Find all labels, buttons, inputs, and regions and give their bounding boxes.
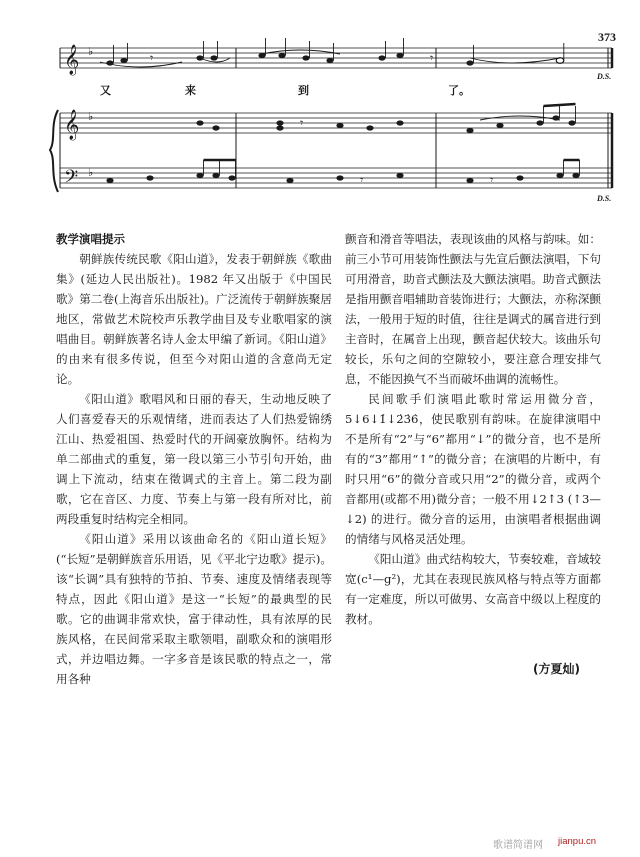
- svg-text:𝄾: 𝄾: [490, 173, 494, 187]
- ds-marking: D.S.: [597, 72, 612, 81]
- vocal-staff: [60, 48, 612, 68]
- treble-clef-icon: 𝄞: [64, 45, 80, 75]
- svg-text:𝄾: 𝄾: [360, 173, 364, 187]
- page-number: 373: [598, 30, 616, 44]
- section-heading: 教学演唱提示: [56, 232, 125, 246]
- flat-sign-icon: ♭: [88, 110, 94, 123]
- left-column: [56, 229, 332, 689]
- ds-marking: D.S.: [597, 194, 612, 203]
- author-credit: (方夏灿): [533, 662, 580, 676]
- bass-clef-icon: 𝄢: [64, 167, 79, 192]
- right-column: [345, 229, 601, 629]
- treble-clef-icon: 𝄞: [64, 110, 80, 140]
- paragraph: 颤音和滑音等唱法，表现该曲的风格与韵味。如：前三小节可用装饰性颤法与先宣后颤法演唱，下句可用滑音，助音式颤法及大颤法演唱。助音式颤法是指用颤音唱辅助音装饰进行；大颤法，亦称深颤法，一般用于短的时值，往往是调式的属音进行到主音时，在属音上出现，颤音起伏较大。该曲乐句较长，乐句之间的空隙较小，要注意合理安排气息，不能因换气不当而破坏曲调的流畅性。: [345, 232, 601, 386]
- paragraph: 《阳山道》曲式结构较大，节奏较难，音域较宽(c¹—g²)，尤其在表现民族风格与特点等方面都有一定难度，所以可做男、女高音中级以上程度的教材。: [345, 552, 601, 626]
- paragraph: 《阳山道》歌唱风和日丽的春天，生动地反映了人们喜爱春天的乐观情绪，进而表达了人们热爱锦绣江山、热爱祖国、热爱时代的开阔豪放胸怀。结构为单二部曲式的重复，第一段以第三小节引句开始，曲调上下流动，结束在徵调式的主音上。第二段为副歌，它在音区、力度、节奏上与第一段有所对比，前两段重复时结构完全相同。: [56, 392, 332, 526]
- music-score: [0, 0, 640, 215]
- paragraph: 《阳山道》采用以该曲命名的《阳山道长短》(“长短”是朝鲜族音乐用语，见《平北宁边歌》提示)。该“长调”具有独特的节拍、节奏、速度及情绪表现等特点，因此《阳山道》是这一“长短”的最典型的民歌。它的曲调非常欢快，富于律动性，具有浓厚的民族风格，在民间常采取主歌领唱，副歌众和的演唱形式，并边唱边舞。一字多音是该民歌的特点之一，常用各种: [56, 532, 332, 686]
- piano-brace: [50, 110, 58, 192]
- svg-text:𝄾: 𝄾: [430, 51, 434, 65]
- lyric-syllable: 了。: [448, 84, 470, 97]
- piano-bass-staff: [60, 168, 612, 188]
- lyric-syllable: 又: [100, 84, 111, 97]
- lyric-syllable: 到: [298, 84, 309, 97]
- flat-sign-icon: ♭: [88, 166, 94, 179]
- rests: [150, 51, 493, 187]
- svg-text:𝄾: 𝄾: [300, 116, 304, 130]
- svg-text:𝄾: 𝄾: [150, 51, 154, 65]
- watermark-site-name: 歌谱简谱网: [493, 840, 543, 851]
- paragraph: 朝鲜族传统民歌《阳山道》，发表于朝鲜族《歌曲集》(延边人民出版社)。1982 年又出版于《中国民歌》第二卷(上海音乐出版社)。广泛流传于朝鲜族聚居地区，常做艺术院校声乐教学曲目及专业歌唱家的演唱曲目。朝鲜族著名诗人金太甲编了新词。《阳山道》的由来有很多传说，但至今对阳山道的含意尚无定论。: [56, 252, 332, 386]
- watermark-domain: jianpu.cn: [558, 836, 597, 847]
- lyric-syllable: 来: [185, 84, 196, 97]
- paragraph: 民间歌手们演唱此歌时常运用微分音，5↓6↓1̇↓2̇3̇6̇，使民歌别有韵味。在旋律演唱中不是所有“2”与“6”都用“↓”的微分音，也不是所有的“3”都用“↑”的微分音；在演唱的片断中，有时只用“6”的微分音或只用“2”的微分音，或两个音都用(或都不用)微分音；一般不用↓2↑3 (↑3—↓2) 的进行。微分音的运用，由演唱者根据曲调的情绪与风格灵活处理。: [345, 392, 601, 546]
- flat-sign-icon: ♭: [88, 45, 94, 58]
